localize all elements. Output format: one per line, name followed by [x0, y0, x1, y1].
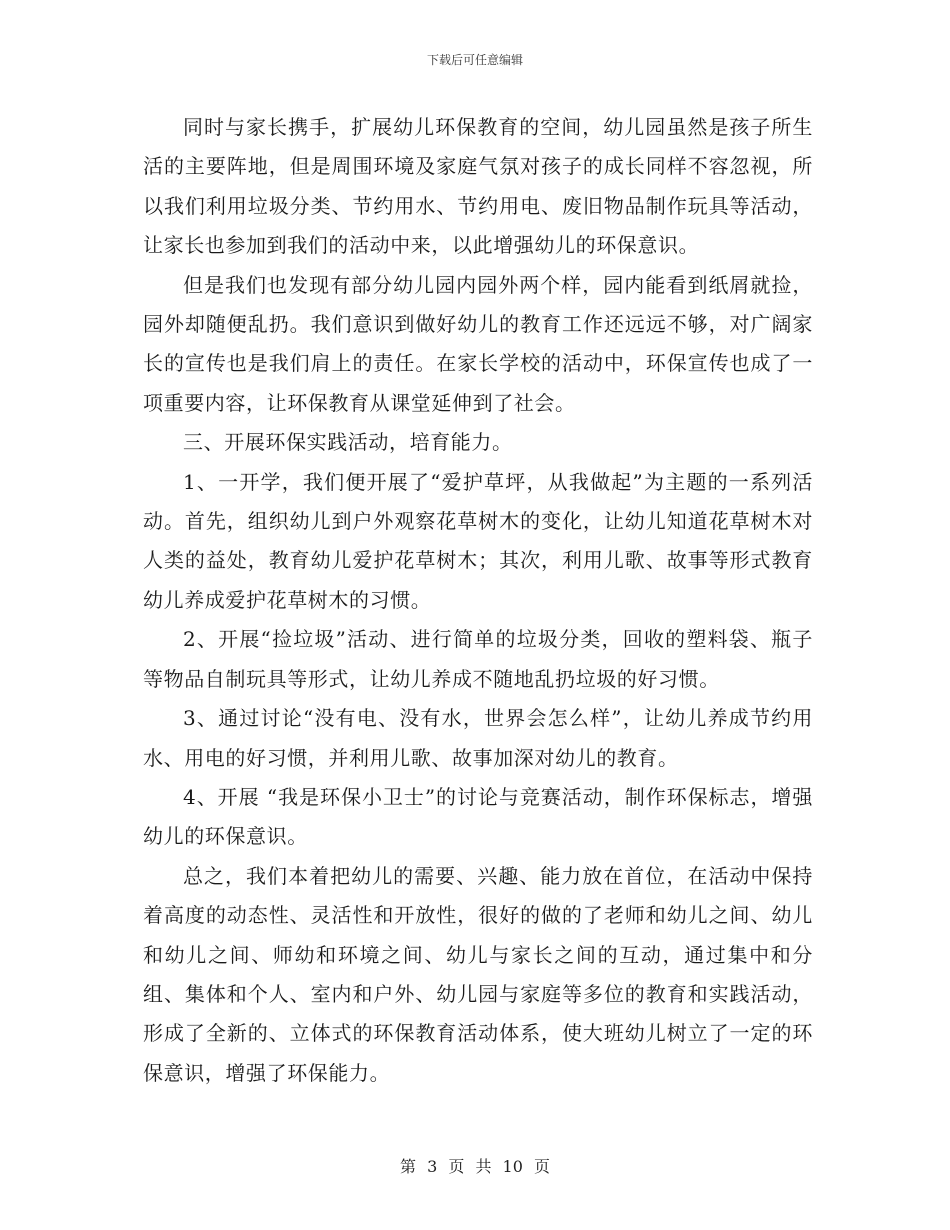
list-item-4: 4、开展 “我是环保小卫士”的讨论与竞赛活动，制作环保标志，增强幼儿的环保意识。 — [143, 784, 813, 849]
paragraph-parent-cooperation: 同时与家长携手，扩展幼儿环保教育的空间，幼儿园虽然是孩子所生活的主要阵地，但是周围环境及家庭气氛对孩子的成长同样不容忽视，所以我们利用垃圾分类、节约用水、节约用电、废旧物品制作玩具等活动，让家长也参加到我们的活动中来，以此增强幼儿的环保意识。 — [143, 115, 813, 258]
list-item-2: 2、开展“捡垃圾”活动、进行简单的垃圾分类，回收的塑料袋、瓶子等物品自制玩具等形式，让幼儿养成不随地乱扔垃圾的好习惯。 — [143, 627, 813, 691]
document-body — [143, 108, 813, 1093]
list-item-1: 1、一开学，我们便开展了“爱护草坪，从我做起”为主题的一系列活动。首先，组织幼儿到户外观察花草树木的变化，让幼儿知道花草树木对人类的益处，教育幼儿爱护花草树木；其次，利用儿歌、故事等形式教育幼儿养成爱护花草树木的习惯。 — [143, 469, 813, 612]
section-heading-practice: 三、开展环保实践活动，培育能力。 — [183, 430, 513, 455]
page-number: 第 3 页 共 10 页 — [400, 1157, 550, 1176]
paragraph-parent-publicity: 但是我们也发现有部分幼儿园内园外两个样，园内能看到纸屑就捡，园外却随便乱扔。我们意识到做好幼儿的教育工作还远远不够，对广阔家长的宣传也是我们肩上的责任。在家长学校的活动中，环保宣传也成了一项重要内容，让环保教育从课堂延伸到了社会。 — [143, 272, 813, 415]
page-header-note: 下载后可任意编辑 — [426, 53, 523, 67]
paragraph-summary: 总之，我们本着把幼儿的需要、兴趣、能力放在首位，在活动中保持着高度的动态性、灵活性和开放性，很好的做的了老师和幼儿之间、幼儿和幼儿之间、师幼和环境之间、幼儿与家长之间的互动，通过集中和分组、集体和个人、室内和户外、幼儿园与家庭等多位的教育和实践活动，形成了全新的、立体式的环保教育活动体系，使大班幼儿树立了一定的环保意识，增强了环保能力。 — [143, 863, 813, 1085]
list-item-3: 3、通过讨论“没有电、没有水，世界会怎么样”，让幼儿养成节约用水、用电的好习惯，并利用儿歌、故事加深对幼儿的教育。 — [143, 706, 813, 770]
